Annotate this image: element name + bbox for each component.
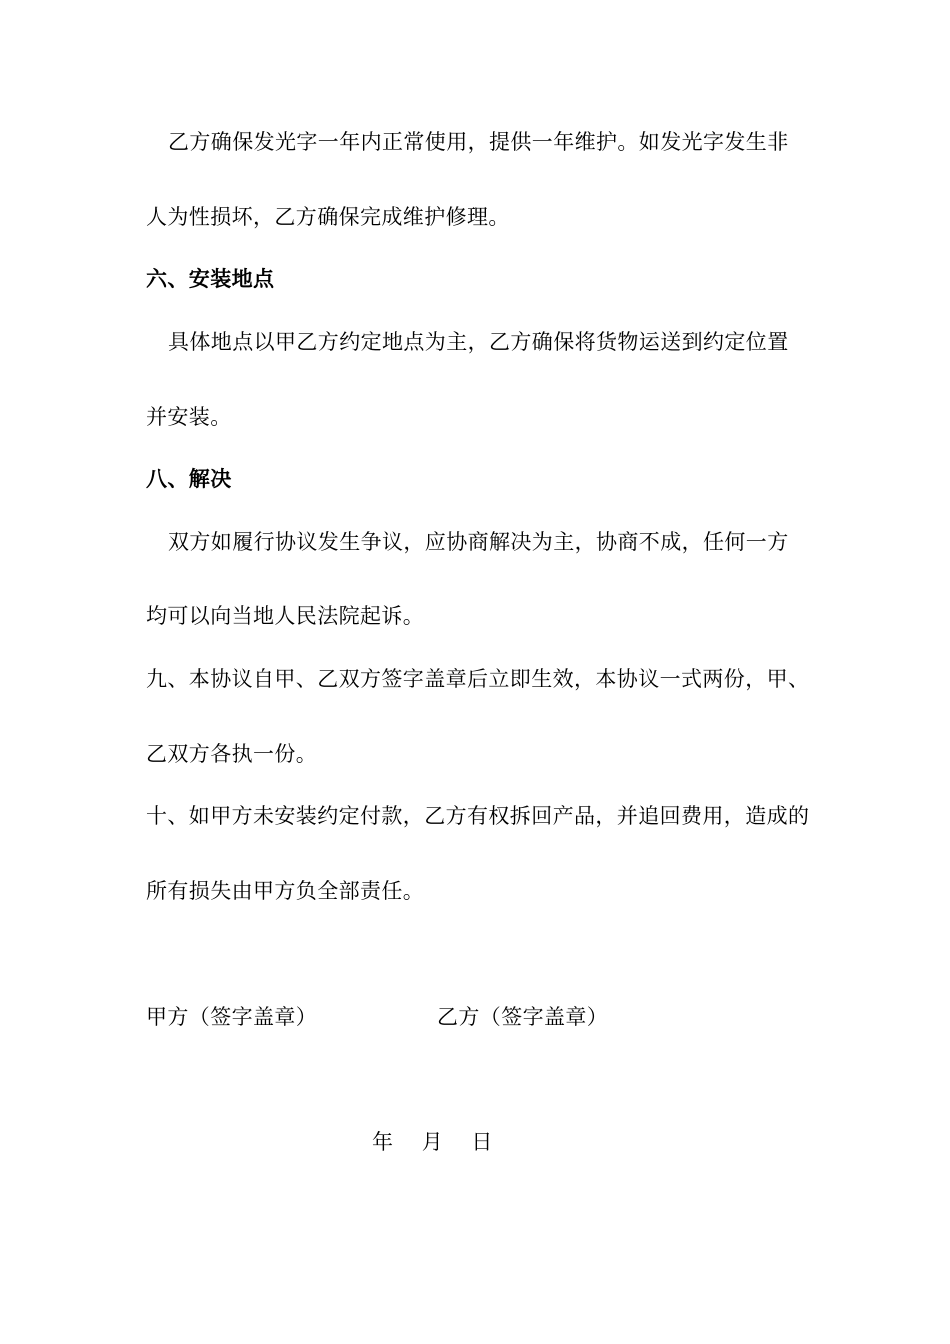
payment-paragraph-line-2: 所有损失由甲方负全部责任。 <box>146 879 425 903</box>
location-paragraph-line-1: 具体地点以甲乙方约定地点为主，乙方确保将货物运送到约定位置 <box>168 330 789 354</box>
signing-date-line: 年 月 日 <box>372 1130 493 1154</box>
effect-paragraph-line-1: 九、本协议自甲、乙双方签字盖章后立即生效，本协议一式两份，甲、 <box>146 667 810 691</box>
payment-paragraph-line-1: 十、如甲方未安装约定付款，乙方有权拆回产品，并追回费用，造成的 <box>146 804 810 828</box>
location-paragraph-line-2: 并安装。 <box>146 405 232 429</box>
party-b-signature-label: 乙方（签字盖章） <box>437 1005 609 1029</box>
effect-paragraph-line-2: 乙双方各执一份。 <box>146 742 318 766</box>
warranty-paragraph-line-1: 乙方确保发光字一年内正常使用，提供一年维护。如发光字发生非 <box>168 130 789 154</box>
dispute-paragraph-line-2: 均可以向当地人民法院起诉。 <box>146 604 425 628</box>
dispute-paragraph-line-1: 双方如履行协议发生争议，应协商解决为主，协商不成，任何一方 <box>168 530 789 554</box>
warranty-paragraph-line-2: 人为性损坏，乙方确保完成维护修理。 <box>146 205 510 229</box>
party-a-signature-label: 甲方（签字盖章） <box>146 1005 318 1029</box>
location-heading: 六、安装地点 <box>146 266 275 291</box>
dispute-heading: 八、解决 <box>146 466 232 491</box>
